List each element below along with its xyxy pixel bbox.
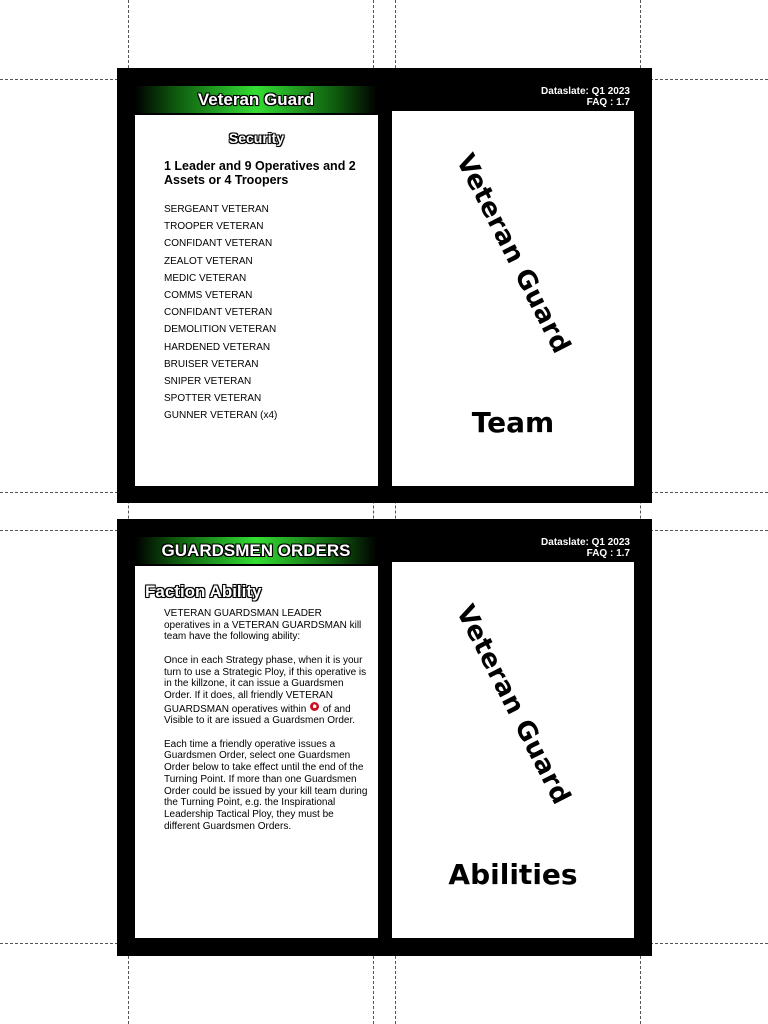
roster-item: CONFIDANT VETERAN <box>164 238 273 250</box>
card-title-banner <box>135 86 377 113</box>
card-title: Veteran Guard <box>197 89 315 109</box>
faction-ability-panel <box>135 566 378 938</box>
roster-item: MEDIC VETERAN <box>164 272 247 284</box>
roster-item: SNIPER VETERAN <box>164 376 252 388</box>
roster-item: COMMS VETERAN <box>164 290 253 302</box>
roster-item: CONFIDANT VETERAN <box>164 307 273 319</box>
roster-item: HARDENED VETERAN <box>164 341 271 353</box>
section-title: Security <box>228 130 285 146</box>
card-type-label: Abilities <box>448 858 578 891</box>
ability-paragraph <box>164 655 370 727</box>
roster-item: TROOPER VETERAN <box>164 221 264 233</box>
kill-team-name: Veteran Guard <box>449 149 577 359</box>
pentagon-distance-icon <box>310 702 319 711</box>
team-composition-panel <box>135 115 378 486</box>
section-title: Faction Ability <box>145 582 262 601</box>
section-heading <box>135 130 378 148</box>
roster-item: ZEALOT VETERAN <box>164 255 253 267</box>
abilities-card <box>117 519 652 956</box>
team-card <box>117 68 652 503</box>
ability-paragraph: VETERAN GUARDSMAN LEADER operatives in a VETERAN GUARDSMAN kill team have the following ability: <box>164 608 362 643</box>
operative-roster <box>164 201 277 425</box>
dataslate-version: Dataslate: Q1 2023 <box>541 86 630 97</box>
roster-item: DEMOLITION VETERAN <box>164 324 277 336</box>
ability-description <box>164 608 370 844</box>
ability-text-part: Once in each Strategy phase, when it is your turn to use a Strategic Ploy, if this operative is in the killzone, it can issue a Guardsmen Order. If it does, all friendly VETERAN GUARDSMAN operatives within <box>164 654 367 715</box>
ability-text-part: of and Visible to it are issued a Guardsmen Order. <box>164 703 356 727</box>
kill-team-name: Veteran Guard <box>449 600 577 810</box>
dataslate-version: Dataslate: Q1 2023 <box>541 537 630 548</box>
roster-item: SERGEANT VETERAN <box>164 204 269 215</box>
card-type-label: Team <box>471 406 555 439</box>
faq-version: FAQ : 1.7 <box>586 548 630 559</box>
roster-item: GUNNER VETERAN (x4) <box>164 410 278 422</box>
team-composition: 1 Leader and 9 Operatives and 2 Assets or 4 Troopers <box>164 159 356 187</box>
faq-version: FAQ : 1.7 <box>586 97 630 108</box>
roster-item: BRUISER VETERAN <box>164 358 259 370</box>
card-back-panel <box>392 111 634 486</box>
card-back-panel <box>392 562 634 938</box>
ability-paragraph: Each time a friendly operative issues a Guardsmen Order, select one Guardsmen Order below to take effect until the end of the Turning Point. If more than one Guardsmen Order could be issued by your kill team during the Turning Point, e.g. the Inspirational Leadership Tactical Ploy, they must be different Guardsmen Orders. <box>164 738 368 832</box>
card-title-banner <box>135 537 377 564</box>
card-title: GUARDSMEN ORDERS <box>161 540 351 560</box>
dataslate-info <box>541 537 630 559</box>
roster-item: SPOTTER VETERAN <box>164 393 262 405</box>
dataslate-info <box>541 86 630 108</box>
